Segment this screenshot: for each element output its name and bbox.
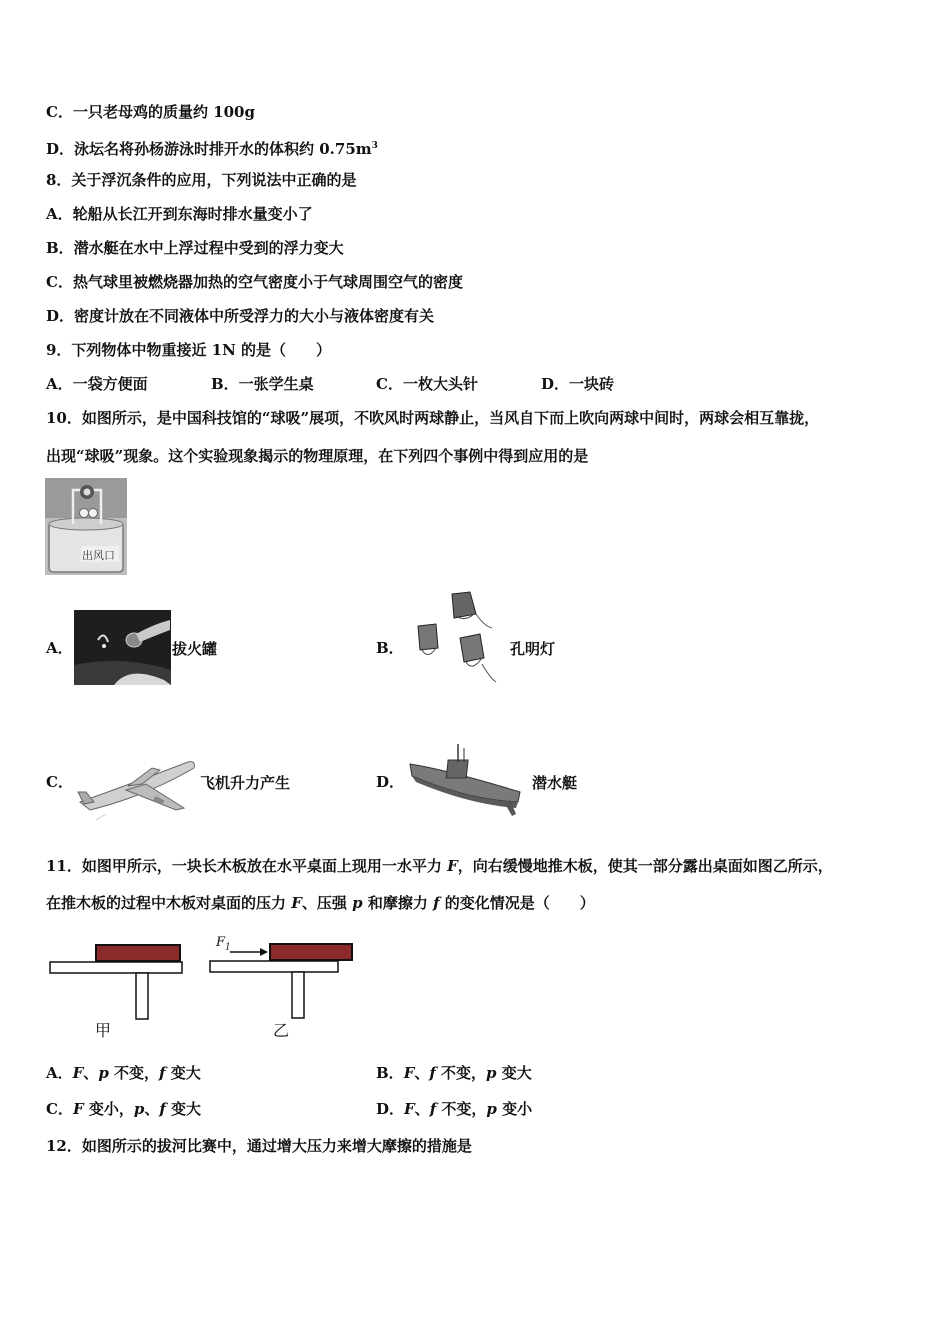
var-f: f [429,1100,437,1118]
var-F: F [72,1100,84,1118]
q11-a-s2: 不变， [108,1064,160,1082]
q11-b-pre: B． [376,1064,404,1082]
q8-option-b: B．潜水艇在水中上浮过程中受到的浮力变大 [46,239,344,257]
label-force [216,935,231,953]
var-F: F [447,857,458,875]
q10-option-c-letter: C． [46,773,73,791]
var-p: p [133,1100,145,1118]
airplane-picture [76,752,198,822]
cupping-photo [74,610,171,685]
force-letter: F [216,935,226,950]
q10-option-a-text: 拔火罐 [172,640,218,658]
q11-option-b [376,1063,532,1083]
var-p: p [352,894,363,912]
q11-c-s1: 变小， [83,1100,134,1118]
submarine-picture [408,742,524,820]
q11-d-pre: D． [376,1100,405,1118]
q9-option-d: D．一块砖 [541,375,615,393]
option-d-prev [46,136,378,159]
var-F: F [72,1064,84,1082]
q8-option-a: A．轮船从长江开到东海时排水量变小了 [46,205,313,223]
q11-option-a [46,1063,201,1083]
label-yi: 乙 [273,1021,290,1040]
option-c-prev: C．一只老母鸡的质量约 100g [46,103,255,121]
q11-b-s2: 不变， [435,1064,487,1082]
figure-jia [48,942,188,1042]
ball-suction-photo [45,478,127,575]
force-subscript: 1 [225,942,231,953]
q8-option-c: C．热气球里被燃烧器加热的空气密度小于气球周围空气的密度 [46,273,463,291]
q11-c-s2: 、 [144,1100,160,1118]
var-F: F [291,894,302,912]
var-F: F [403,1064,415,1082]
q11-l2-c: 和摩擦力 [362,894,434,912]
q10-option-d-text: 潜水艇 [532,774,578,792]
var-f: f [429,1064,436,1082]
q11-stem-line2 [46,893,595,913]
q10-option-d-letter: D． [376,773,405,791]
q11-l2-a: 在推木板的过程中木板对桌面的压力 [46,894,292,912]
var-f: f [159,1100,166,1118]
outlet-label: 出风口 [82,549,115,562]
q11-stem-line1 [46,856,833,876]
q11-b-s3: 变大 [496,1064,532,1082]
option-d-prev-text: D．泳坛名将孙杨游泳时排开水的体积约 0.75m [46,140,372,158]
q10-option-b-text: 孔明灯 [510,640,556,658]
q11-l2-d: 的变化情况是（ ） [439,894,595,912]
q10-option-c-text: 飞机升力产生 [200,774,291,792]
q11-l1-b: ，向右缓慢地推木板，使其一部分露出桌面如图乙所示， [457,857,833,875]
q9-option-b: B．一张学生桌 [211,375,314,393]
q11-l2-b: 、压强 [301,894,353,912]
var-f: f [159,1064,166,1082]
kongming-lantern-picture [410,588,502,688]
q10-option-a-letter: A． [46,639,73,657]
var-f: f [433,894,440,912]
q11-c-s3: 变大 [165,1100,202,1118]
q10-option-b-letter: B． [376,639,404,657]
q9-option-c: C．一枚大头针 [376,375,478,393]
q8-option-d: D．密度计放在不同液体中所受浮力的大小与液体密度有关 [46,307,435,325]
q10-stem-line2: 出现“球吸”现象。这个实验现象揭示的物理原理，在下列四个事例中得到应用的是 [46,447,589,465]
q10-stem-line1: 10．如图所示，是中国科技馆的“球吸”展项，不吹风时两球静止，当风自下而上吹向两球中间时，两球会相互靠拢， [46,409,820,427]
q9-option-a: A．一袋方便面 [46,375,148,393]
superscript-3: 3 [371,141,378,151]
q11-b-s1: 、 [414,1064,430,1082]
q11-option-c [46,1099,201,1119]
q12-stem: 12．如图所示的拔河比赛中，通过增大压力来增大摩擦的措施是 [46,1137,472,1155]
q9-stem: 9．下列物体中物重接近 1N 的是（ ） [46,341,332,359]
q8-stem: 8．关于浮沉条件的应用，下列说法中正确的是 [46,171,357,189]
q11-option-d [376,1099,532,1119]
q11-d-s1: 、 [414,1100,430,1118]
var-F: F [404,1100,415,1118]
q11-d-s2: 不变， [436,1100,487,1118]
q11-d-s3: 变小 [496,1100,533,1118]
q11-c-pre: C． [46,1100,73,1118]
q11-l1-a: 11．如图甲所示，一块长木板放在水平桌面上现用一水平力 [46,857,448,875]
q11-a-s1: 、 [83,1064,99,1082]
var-p: p [486,1100,497,1118]
q11-a-s3: 变大 [165,1064,201,1082]
var-p: p [486,1064,497,1082]
q11-a-pre: A． [46,1064,73,1082]
figure-yi [208,934,358,1042]
var-p: p [98,1064,109,1082]
label-jia: 甲 [95,1021,112,1040]
